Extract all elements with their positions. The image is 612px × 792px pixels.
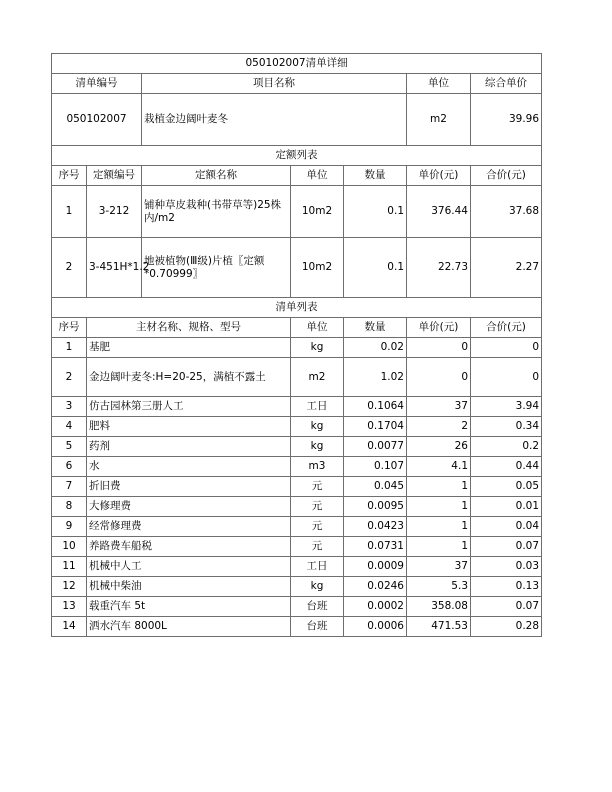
quota-unit: 10m2 — [291, 238, 344, 298]
material-unit: 工日 — [291, 397, 344, 417]
material-col-name: 主材名称、规格、型号 — [87, 318, 291, 338]
material-price: 1 — [407, 537, 471, 557]
material-qty: 0.0077 — [344, 437, 407, 457]
material-unit: 元 — [291, 537, 344, 557]
material-unit: kg — [291, 338, 344, 358]
material-qty: 0.0006 — [344, 617, 407, 637]
material-qty: 0.0246 — [344, 577, 407, 597]
material-qty: 0.0423 — [344, 517, 407, 537]
quota-unit: 10m2 — [291, 186, 344, 238]
quota-price: 376.44 — [407, 186, 471, 238]
material-no: 11 — [52, 557, 87, 577]
material-row — [52, 577, 542, 597]
material-total: 3.94 — [471, 397, 542, 417]
material-no: 10 — [52, 537, 87, 557]
material-qty: 0.0009 — [344, 557, 407, 577]
material-unit: 台班 — [291, 597, 344, 617]
material-row — [52, 617, 542, 637]
material-price: 1 — [407, 477, 471, 497]
quota-row — [52, 186, 542, 238]
material-total: 0.34 — [471, 417, 542, 437]
material-qty: 0.1704 — [344, 417, 407, 437]
bill-detail-table — [51, 53, 542, 637]
price-header: 综合单价 — [471, 74, 542, 94]
material-price: 0 — [407, 358, 471, 397]
quota-col-price: 单价(元) — [407, 166, 471, 186]
material-no: 14 — [52, 617, 87, 637]
title-row — [52, 54, 542, 74]
material-unit: 元 — [291, 477, 344, 497]
material-price: 471.53 — [407, 617, 471, 637]
material-unit: kg — [291, 437, 344, 457]
material-name: 水 — [87, 457, 291, 477]
material-total: 0 — [471, 358, 542, 397]
material-header-row — [52, 318, 542, 338]
material-col-price: 单价(元) — [407, 318, 471, 338]
material-price: 26 — [407, 437, 471, 457]
item-price: 39.96 — [471, 94, 542, 146]
material-name: 机械中柴油 — [87, 577, 291, 597]
material-total: 0.07 — [471, 597, 542, 617]
material-total: 0.13 — [471, 577, 542, 597]
material-section-title: 清单列表 — [52, 298, 542, 318]
material-row — [52, 338, 542, 358]
material-no: 4 — [52, 417, 87, 437]
material-name: 折旧费 — [87, 477, 291, 497]
material-name: 仿古园林第三册人工 — [87, 397, 291, 417]
material-no: 2 — [52, 358, 87, 397]
material-qty: 0.0731 — [344, 537, 407, 557]
material-price: 1 — [407, 517, 471, 537]
material-total: 0.04 — [471, 517, 542, 537]
material-name: 药剂 — [87, 437, 291, 457]
material-price: 2 — [407, 417, 471, 437]
material-no: 5 — [52, 437, 87, 457]
item-row — [52, 94, 542, 146]
material-row — [52, 497, 542, 517]
material-no: 1 — [52, 338, 87, 358]
quota-col-total: 合价(元) — [471, 166, 542, 186]
material-unit: kg — [291, 577, 344, 597]
material-price: 4.1 — [407, 457, 471, 477]
material-total: 0.01 — [471, 497, 542, 517]
material-col-unit: 单位 — [291, 318, 344, 338]
material-row — [52, 477, 542, 497]
quota-section-title-row — [52, 146, 542, 166]
item-name: 栽植金边阔叶麦冬 — [142, 94, 407, 146]
material-unit: 工日 — [291, 557, 344, 577]
material-price: 37 — [407, 397, 471, 417]
material-price: 358.08 — [407, 597, 471, 617]
quota-code: 3-212 — [87, 186, 142, 238]
material-qty: 0.0002 — [344, 597, 407, 617]
material-qty: 1.02 — [344, 358, 407, 397]
material-name: 大修理费 — [87, 497, 291, 517]
material-price: 37 — [407, 557, 471, 577]
material-row — [52, 397, 542, 417]
material-no: 12 — [52, 577, 87, 597]
quota-no: 2 — [52, 238, 87, 298]
quota-col-name: 定额名称 — [142, 166, 291, 186]
quota-code: 3-451H*1.2 — [87, 238, 142, 298]
material-price: 0 — [407, 338, 471, 358]
material-col-no: 序号 — [52, 318, 87, 338]
material-unit: m2 — [291, 358, 344, 397]
quota-price: 22.73 — [407, 238, 471, 298]
material-name: 基肥 — [87, 338, 291, 358]
table-title: 050102007清单详细 — [52, 54, 542, 74]
material-unit: 台班 — [291, 617, 344, 637]
code-header: 清单编号 — [52, 74, 142, 94]
material-row — [52, 537, 542, 557]
material-row — [52, 417, 542, 437]
name-header: 项目名称 — [142, 74, 407, 94]
material-row — [52, 597, 542, 617]
material-unit: 元 — [291, 497, 344, 517]
quota-qty: 0.1 — [344, 186, 407, 238]
quota-name: 铺种草皮栽种(书带草等)25株内/m2 — [142, 186, 291, 238]
material-total: 0 — [471, 338, 542, 358]
material-unit: 元 — [291, 517, 344, 537]
material-qty: 0.045 — [344, 477, 407, 497]
material-unit: m3 — [291, 457, 344, 477]
material-qty: 0.02 — [344, 338, 407, 358]
quota-total: 2.27 — [471, 238, 542, 298]
material-row — [52, 517, 542, 537]
material-row — [52, 358, 542, 397]
material-qty: 0.0095 — [344, 497, 407, 517]
material-name: 洒水汽车 8000L — [87, 617, 291, 637]
material-no: 13 — [52, 597, 87, 617]
header-row — [52, 74, 542, 94]
quota-col-code: 定额编号 — [87, 166, 142, 186]
item-unit: m2 — [407, 94, 471, 146]
material-total: 0.05 — [471, 477, 542, 497]
material-name: 养路费车船税 — [87, 537, 291, 557]
material-no: 6 — [52, 457, 87, 477]
material-price: 5.3 — [407, 577, 471, 597]
material-no: 7 — [52, 477, 87, 497]
quota-col-qty: 数量 — [344, 166, 407, 186]
material-name: 机械中人工 — [87, 557, 291, 577]
quota-no: 1 — [52, 186, 87, 238]
quota-total: 37.68 — [471, 186, 542, 238]
material-no: 9 — [52, 517, 87, 537]
material-row — [52, 557, 542, 577]
material-no: 8 — [52, 497, 87, 517]
material-col-total: 合价(元) — [471, 318, 542, 338]
material-name: 载重汽车 5t — [87, 597, 291, 617]
quota-section-title: 定额列表 — [52, 146, 542, 166]
item-code: 050102007 — [52, 94, 142, 146]
material-total: 0.44 — [471, 457, 542, 477]
material-no: 3 — [52, 397, 87, 417]
unit-header: 单位 — [407, 74, 471, 94]
material-total: 0.2 — [471, 437, 542, 457]
quota-name: 地被植物(Ⅲ级)片植〖定额*0.70999〗 — [142, 238, 291, 298]
material-section-title-row — [52, 298, 542, 318]
quota-col-no: 序号 — [52, 166, 87, 186]
material-name: 经常修理费 — [87, 517, 291, 537]
material-total: 0.07 — [471, 537, 542, 557]
material-total: 0.28 — [471, 617, 542, 637]
quota-header-row — [52, 166, 542, 186]
material-name: 肥料 — [87, 417, 291, 437]
material-unit: kg — [291, 417, 344, 437]
material-col-qty: 数量 — [344, 318, 407, 338]
material-name: 金边阔叶麦冬:H=20-25，满植不露土 — [87, 358, 291, 397]
quota-row — [52, 238, 542, 298]
material-row — [52, 457, 542, 477]
material-total: 0.03 — [471, 557, 542, 577]
material-qty: 0.107 — [344, 457, 407, 477]
quota-col-unit: 单位 — [291, 166, 344, 186]
material-price: 1 — [407, 497, 471, 517]
quota-qty: 0.1 — [344, 238, 407, 298]
material-qty: 0.1064 — [344, 397, 407, 417]
material-row — [52, 437, 542, 457]
